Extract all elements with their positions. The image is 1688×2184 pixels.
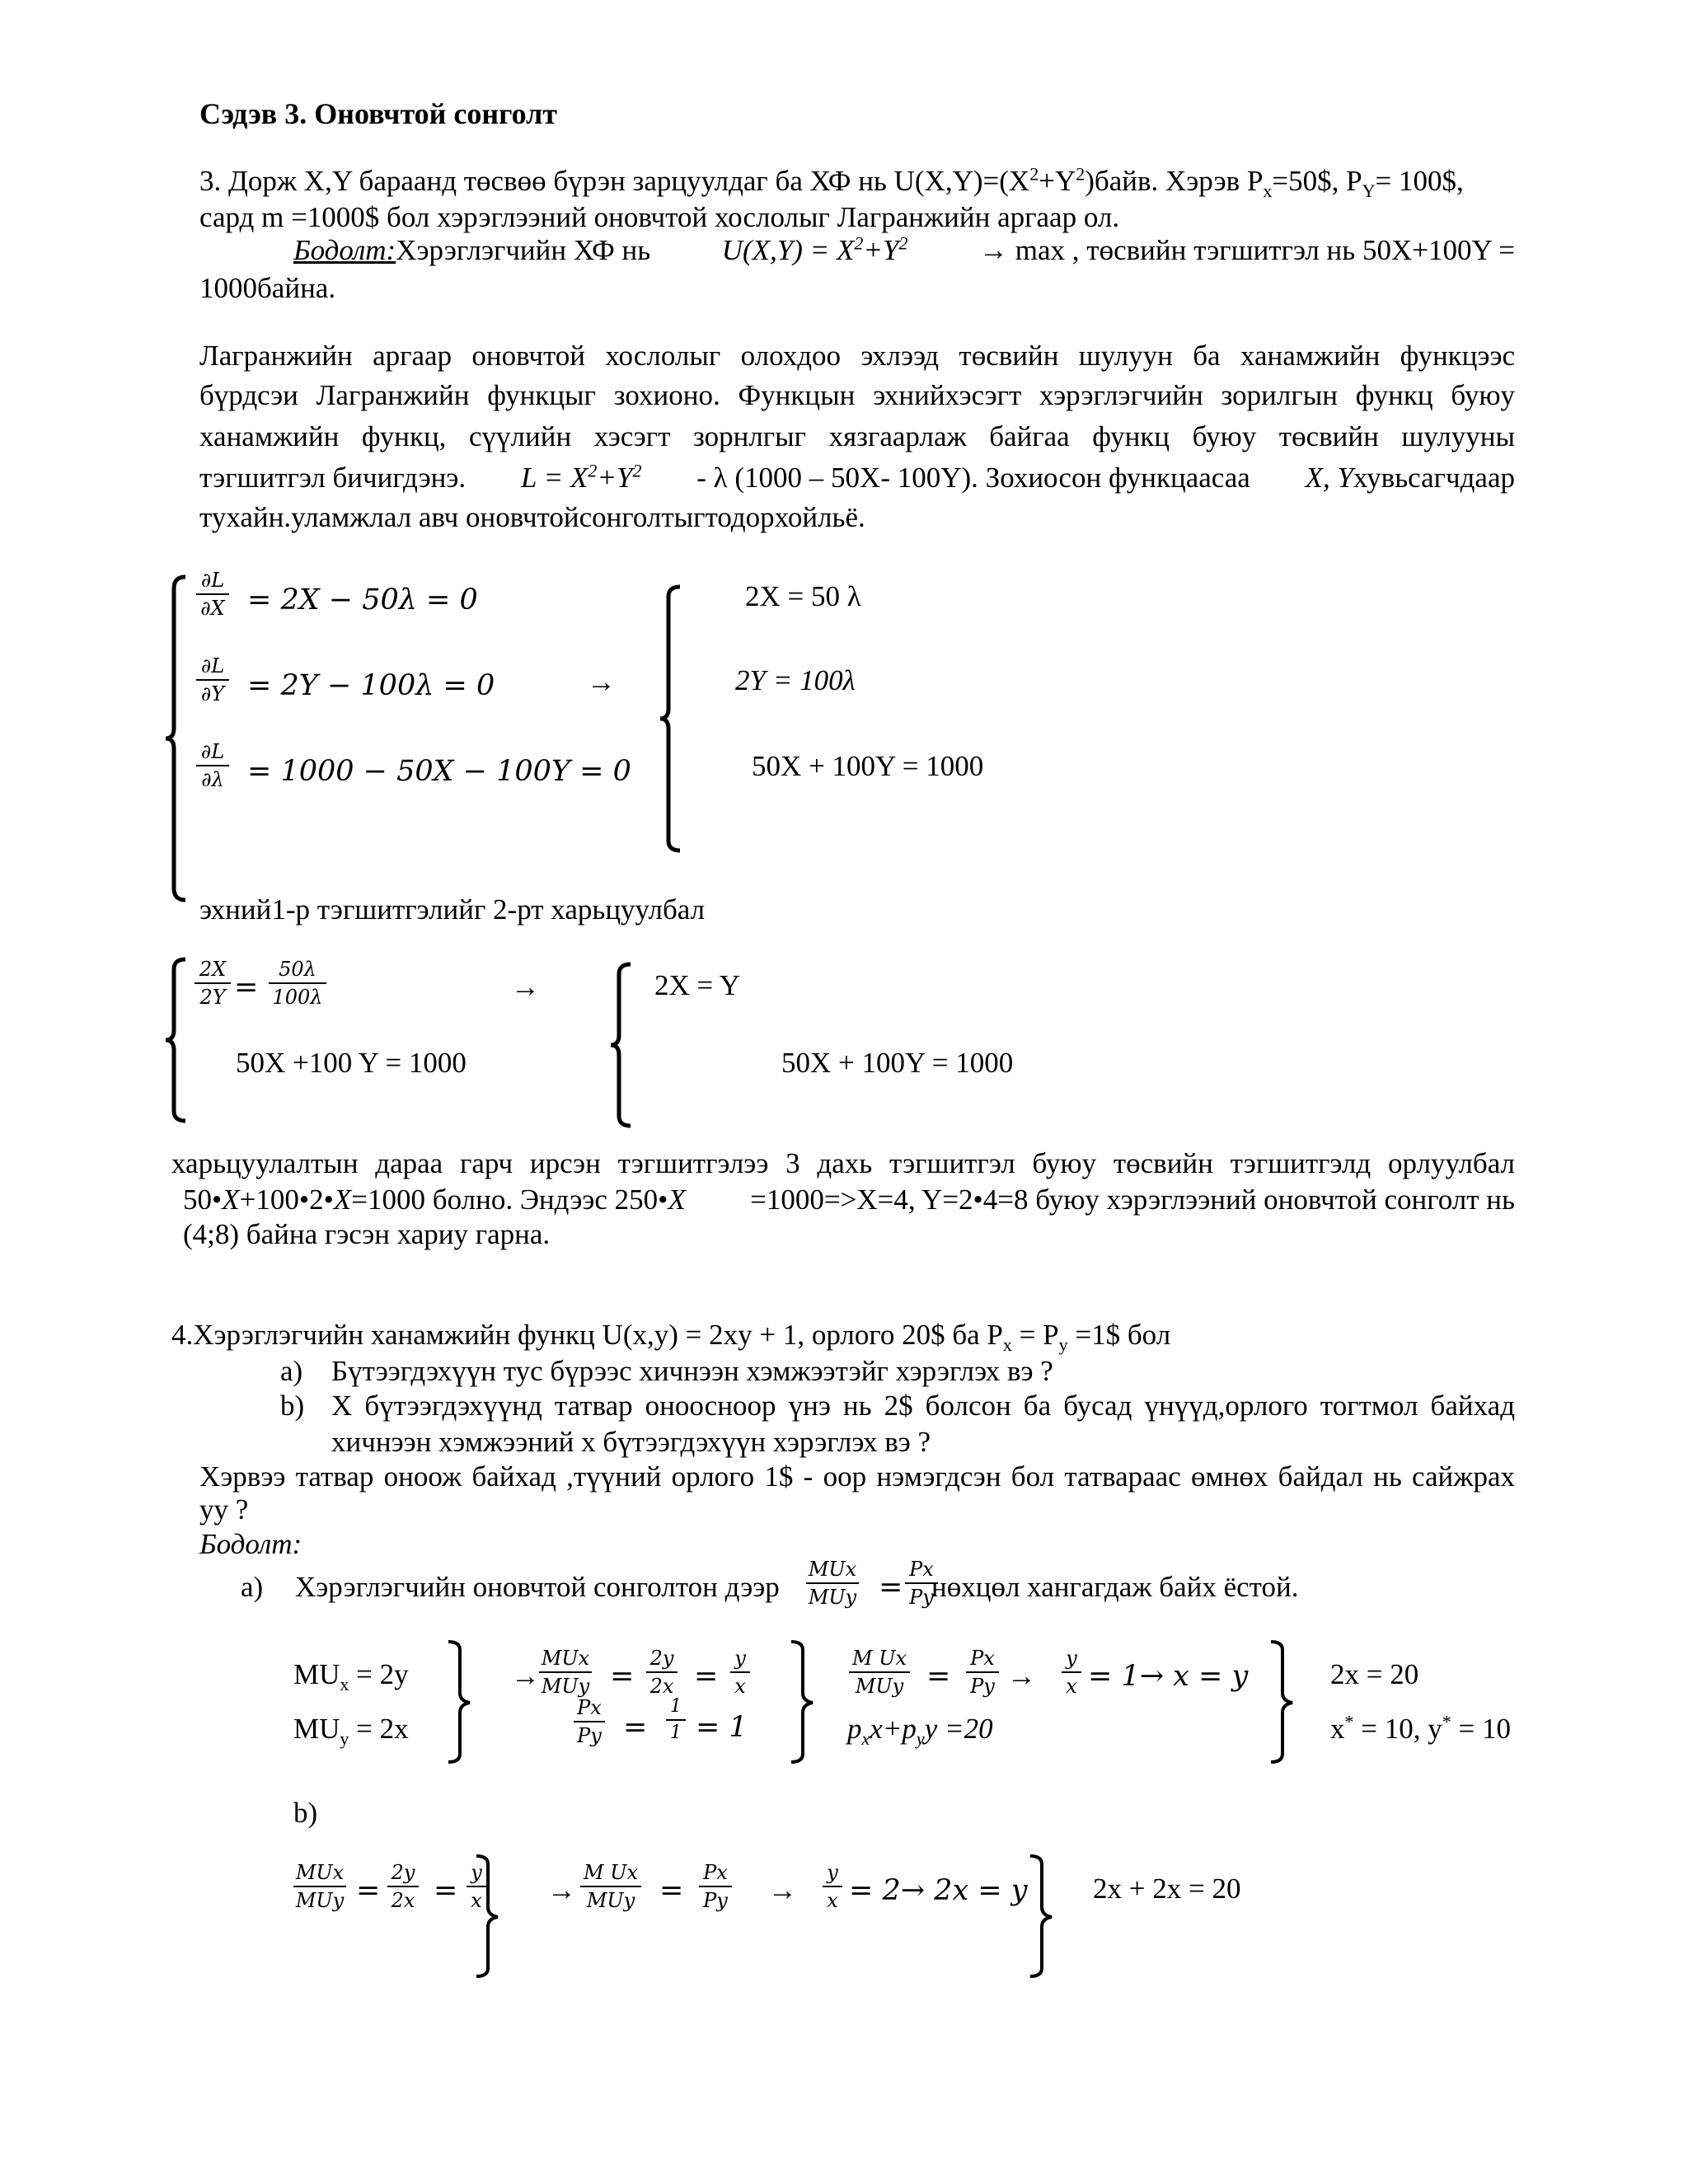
result-para-line-1: харьцуулалтын дараа гарч ирсэн тэгшитгэлээ 3 дахь тэгшитгэл буюу төсвийн тэгшитгэлд орлуулбал — [171, 1147, 1515, 1179]
right-brace-a1 — [445, 1640, 478, 1764]
equals-sign: = — [659, 1874, 684, 1907]
problem-4-statement: 4.Хэрэглэгчийн ханамжийн функц U(x,y) = 2xy + 1, орлого 20$ ба $P_x = P_y$ =1$ бол — [171, 1319, 1171, 1355]
partial-derivative-lambda: ∂L ∂λ — [196, 740, 229, 791]
solution-a-marker: a) — [241, 1571, 264, 1603]
fraction-mux-muy-a2: M Ux MUy — [849, 1647, 910, 1698]
equation-dl-dlambda: = 1000 − 50X − 100Y = 0 — [247, 755, 631, 788]
equals-sign: = — [434, 1874, 458, 1907]
lagrange-para-line-5: тухайн.уламжлал авч оновчтойсонголтыгтодорхойльё. — [199, 501, 865, 533]
question-b-text-2: хичнээн хэмжээний x бүтээгдэхүүн хэрэглэх вэ ? — [331, 1426, 931, 1458]
partial-derivative-x: ∂L ∂X — [196, 569, 229, 620]
question-b-marker: b) — [280, 1390, 305, 1422]
equals-sign: = — [234, 971, 259, 1004]
right-brace-a2 — [788, 1640, 821, 1764]
equals-sign: = — [879, 1571, 903, 1604]
result-para-line-2: 50•X+100•2•X=1000 болно. Эндээс 250•X =1000=>X=4, Y=2•4=8 буюу хэрэглээний оновчтой сонголт нь — [183, 1183, 1515, 1216]
fraction-mux-muy-a: MUx MUy — [539, 1647, 592, 1698]
result-x-equals-y: = 1→ x = y — [1088, 1660, 1249, 1693]
problem-3-line-2: сард m =1000$ бол хэрэглээний оновчтой хослолыг Лагранжийн аргаар ол. — [199, 201, 1120, 233]
fraction-lambda: 50λ 100λ — [269, 958, 326, 1009]
equals-sign: = — [926, 1660, 951, 1693]
arrow: → — [547, 1874, 576, 1906]
equals-sign: = — [356, 1874, 381, 1907]
compare-text: эхний1-р тэгшитгэлийг 2-рт харьцуулбал — [199, 893, 706, 926]
budget-constraint: $p_xx+p_yy =20$ — [847, 1713, 993, 1749]
budget-equation-left: 50X +100 Y = 1000 — [236, 1047, 467, 1079]
solution-label: Бодолт: — [199, 1528, 302, 1560]
fraction-mux-muy-b: MUx MUy — [293, 1861, 346, 1912]
fraction-2y-2x: 2y 2x — [646, 1647, 678, 1698]
fraction-y-x-b2: y x — [823, 1861, 842, 1912]
lagrange-para-line-4: тэгшитгэл бичигдэнэ. $L = X^2+Y^2$ - λ (1000 – 50X- 100Y). Зохиосон функцаасаа X, Yхувьсагчдаар — [199, 460, 1515, 494]
fraction-y-x-a2: y x — [1062, 1647, 1081, 1698]
solution-a-condition: нөхцөл хангагдаж байх ёстой. — [931, 1571, 1299, 1603]
question-extra-line-2: уу ? — [199, 1493, 249, 1526]
part-b-label: b) — [293, 1797, 318, 1829]
fraction-2y-2x-b: 2y 2x — [387, 1861, 419, 1912]
result-2x-20: 2x = 20 — [1330, 1658, 1419, 1690]
result-2x-equals-y: 2X = Y — [654, 969, 740, 1001]
arrow: → — [1007, 1660, 1036, 1692]
fraction-mux-muy: MUx MUy — [806, 1558, 859, 1609]
fraction-y-x-b: y x — [467, 1861, 486, 1912]
result-budget-equation-2: 50X + 100Y = 1000 — [781, 1047, 1014, 1079]
equation-dl-dx: = 2X − 50λ = 0 — [247, 583, 478, 616]
mux-value: $MU_x = 2y$ — [293, 1658, 409, 1694]
problem-3-solution-line: Бодолт:Хэрэглэгчийн ХФ нь $U(X,Y) = X^2+Y^2$ → max , төсвийн тэгшитгэл нь 50X+100Y = — [293, 232, 1515, 266]
result-2x-2x-20: 2x + 2x = 20 — [1093, 1872, 1241, 1905]
arrow: → — [511, 1660, 540, 1692]
fraction-px-py: Px Py — [905, 1558, 938, 1609]
solution-a-text: Хэрэглэгчийн оновчтой сонголтон дээр — [295, 1571, 780, 1603]
fraction-y-x: y x — [730, 1647, 750, 1698]
result-para-line-3: (4;8) байна гэсэн хариу гарна. — [183, 1218, 551, 1250]
equals-sign: = — [694, 1660, 719, 1693]
lagrange-para-line-1: Лагранжийн аргаар оновчтой хослолыг олохдоо эхлээд төсвийн шулуун ба ханамжийн функцээс — [199, 340, 1515, 372]
result-2x-50lambda: 2X = 50 λ — [745, 580, 861, 612]
fraction-px-py-a: Px Py — [574, 1696, 605, 1747]
equals-sign: = — [623, 1711, 648, 1744]
fraction-2x-2y: 2X 2Y — [195, 958, 231, 1009]
problem-3-line-1: 3. Дорж X,Y бараанд төсвөө бүрэн зарцуулдаг ба ХФ нь $U(X,Y)=(X^2+Y^2)байв$. Хэрэв $P_x=50\$$, $P_Y=$ 100$, — [199, 163, 1464, 201]
fraction-1-1: 1 1 — [666, 1696, 686, 1744]
right-brace-2 — [606, 963, 639, 1127]
arrow: → — [768, 1874, 797, 1906]
fraction-px-py-a2: Px Py — [966, 1647, 999, 1698]
muy-value: $MU_y = 2x$ — [293, 1713, 409, 1749]
left-brace — [161, 575, 194, 902]
result-2y-100lambda: 2Y = 100λ — [735, 664, 856, 696]
partial-derivative-y: ∂L ∂Y — [196, 654, 229, 705]
question-extra-line-1: Хэрвээ татвар оноож байхад ,түүний орлого 1$ - оор нэмэгдсэн бол татвараас өмнөх байдал нь сайжрах — [199, 1460, 1515, 1493]
right-brace-b1 — [473, 1854, 506, 1978]
result-2x-equals-y-b: = 2→ 2x = y — [849, 1874, 1028, 1907]
question-a-text: Бүтээгдэхүүн тус бүрээс хичнээн хэмжээтэйг хэрэглэх вэ ? — [331, 1355, 1053, 1387]
fraction-px-py-b: Px Py — [699, 1861, 732, 1912]
lagrange-para-line-2: бүрдсэи Лагранжийн функцыг зохионо. Функцын эхнийхэсэгт хэрэглэгчийн зорилгын функц буюу — [199, 379, 1515, 411]
lagrange-para-line-3: ханамжийн функц, сүүлийн хэсэгт зорнлгыг хязгаарлаж байгаа функц буюу төсвийн шулууны — [199, 420, 1515, 452]
fraction-mux-muy-b2: M Ux MUy — [580, 1861, 641, 1912]
right-brace-b2 — [1027, 1854, 1060, 1978]
left-brace-2 — [161, 958, 194, 1122]
ratio-equals-one: = 1 — [696, 1711, 748, 1744]
arrow: → — [511, 971, 540, 1003]
question-a-marker: a) — [280, 1355, 303, 1387]
equation-dl-dy: = 2Y − 100λ = 0 — [247, 669, 495, 702]
result-budget-equation: 50X + 100Y = 1000 — [752, 750, 984, 782]
right-system-brace — [655, 585, 688, 852]
section-heading: Сэдэв 3. Оновчтой сонголт — [199, 97, 557, 130]
arrow: → — [587, 666, 616, 698]
result-optimum-a: x* = 10, y* = 10 — [1330, 1711, 1511, 1745]
equals-sign: = — [610, 1660, 635, 1693]
right-brace-a3 — [1268, 1640, 1301, 1764]
question-b-text-1: X бүтээгдэхүүнд татвар оноосноор үнэ нь 2$ болсон ба бусад үнүүд,орлого тогтмол байхад — [331, 1390, 1515, 1422]
problem-3-line-4: 1000байна. — [199, 272, 336, 304]
